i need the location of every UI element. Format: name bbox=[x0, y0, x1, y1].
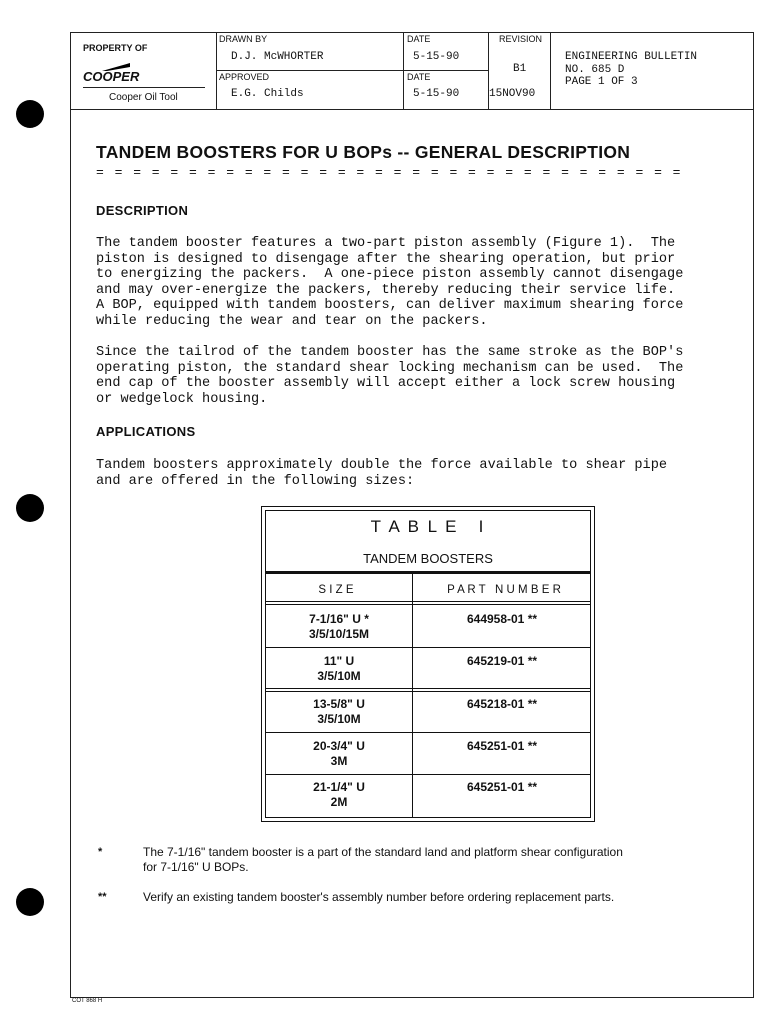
approved-label: APPROVED bbox=[219, 72, 270, 82]
pressure-rating: 2M bbox=[330, 795, 348, 809]
drawn-approved-cell bbox=[217, 33, 489, 109]
note-1-mark: * bbox=[98, 846, 103, 858]
table-subtitle: TANDEM BOOSTERS bbox=[363, 551, 493, 566]
pressure-rating: 3/5/10M bbox=[317, 669, 361, 683]
applications-heading: APPLICATIONS bbox=[96, 424, 196, 439]
date-label-2: DATE bbox=[407, 72, 431, 82]
date-label-1: DATE bbox=[407, 34, 431, 44]
column-header-part-number: P A R T N U M B E R bbox=[447, 584, 561, 596]
note-1-text: The 7-1/16" tandem booster is a part of the standard land and platform shear configuration for 7-1/16" U BOPs. bbox=[143, 845, 623, 874]
table-title: T A B L E I bbox=[370, 517, 486, 536]
revision-value: B1 bbox=[513, 63, 527, 75]
approved-by-value: E.G. Childs bbox=[231, 88, 304, 100]
pressure-rating: 3/5/10/15M bbox=[308, 627, 370, 641]
page-title: TANDEM BOOSTERS FOR U BOPs -- GENERAL DESCRIPTION bbox=[96, 142, 631, 162]
bulletin-cell bbox=[551, 33, 753, 109]
size-label: 13-5/8" U bbox=[313, 697, 365, 711]
size-label: 20-3/4" U bbox=[313, 739, 365, 753]
table-row-size-2 bbox=[266, 654, 412, 684]
table-row-part-2: 645219-01 ** bbox=[466, 654, 538, 668]
date-value-1: 5-15-90 bbox=[413, 51, 460, 63]
applications-paragraph: Tandem boosters approximately double the force available to shear pipe and are offered in the following sizes: bbox=[96, 458, 668, 489]
company-cell bbox=[71, 33, 217, 109]
punch-hole-bottom bbox=[16, 888, 44, 916]
note-2-mark: ** bbox=[98, 891, 107, 903]
pressure-rating: 3M bbox=[330, 754, 348, 768]
description-paragraph-2: Since the tailrod of the tandem booster has the same stroke as the BOP's operating piston, the standard shear locking mechanism can be used. The end cap of the booster assembly will accept either a lock screw housing or wedgelock housing. bbox=[96, 345, 684, 407]
description-heading: DESCRIPTION bbox=[96, 203, 189, 218]
drawn-by-value: D.J. McWHORTER bbox=[231, 51, 324, 63]
revision-label: REVISION bbox=[499, 34, 543, 44]
title-underline: = = = = = = = = = = = = = = = = = = = = = = = = = = = = = = = = bbox=[96, 165, 682, 180]
page-number: PAGE 1 OF 3 bbox=[565, 76, 638, 88]
table-row-part-4: 645251-01 ** bbox=[466, 739, 538, 753]
column-header-size: S I Z E bbox=[318, 584, 354, 596]
form-code: COT 868 H bbox=[72, 998, 103, 1004]
pressure-rating: 3/5/10M bbox=[317, 712, 361, 726]
revision-cell bbox=[489, 33, 551, 109]
bulletin-title: ENGINEERING BULLETIN bbox=[565, 51, 698, 63]
table-row-size-5 bbox=[266, 780, 412, 810]
company-logo: COOPER bbox=[83, 69, 140, 84]
bulletin-number: NO. 685 D bbox=[565, 64, 625, 76]
table-row-part-1: 644958-01 ** bbox=[466, 612, 538, 626]
punch-hole-top bbox=[16, 100, 44, 128]
division-name: Cooper Oil Tool bbox=[109, 92, 178, 103]
title-block bbox=[71, 33, 753, 110]
size-label: 11" U bbox=[323, 654, 355, 668]
description-paragraph-1: The tandem booster features a two-part piston assembly (Figure 1). The piston is designed to disengage after the shearing operation, but prior to energizing the packers. A one-piece piston assembly cannot disengage and may over-energize the packers, thereby reducing their service life. A BOP, equipped with tandem boosters, can deliver maximum shearing force while reducing the wear and tear on the packers. bbox=[96, 236, 684, 329]
table-row-size-4 bbox=[266, 739, 412, 769]
property-label: PROPERTY OF bbox=[83, 43, 148, 53]
note-2-text: Verify an existing tandem booster's assembly number before ordering replacement parts. bbox=[143, 890, 615, 904]
table-row-size-1 bbox=[266, 612, 412, 642]
table-row-size-3 bbox=[266, 697, 412, 727]
cooper-logo-swoosh-icon bbox=[101, 59, 131, 67]
drawn-by-label: DRAWN BY bbox=[219, 34, 268, 44]
punch-hole-middle bbox=[16, 494, 44, 522]
table-row-part-3: 645218-01 ** bbox=[466, 697, 538, 711]
table-row-part-5: 645251-01 ** bbox=[466, 780, 538, 794]
date-value-2: 5-15-90 bbox=[413, 88, 460, 100]
tandem-boosters-table bbox=[261, 506, 595, 822]
size-label: 21-1/4" U bbox=[313, 780, 365, 794]
revision-date: 15NOV90 bbox=[489, 88, 536, 100]
size-label: 7-1/16" U * bbox=[309, 612, 369, 626]
